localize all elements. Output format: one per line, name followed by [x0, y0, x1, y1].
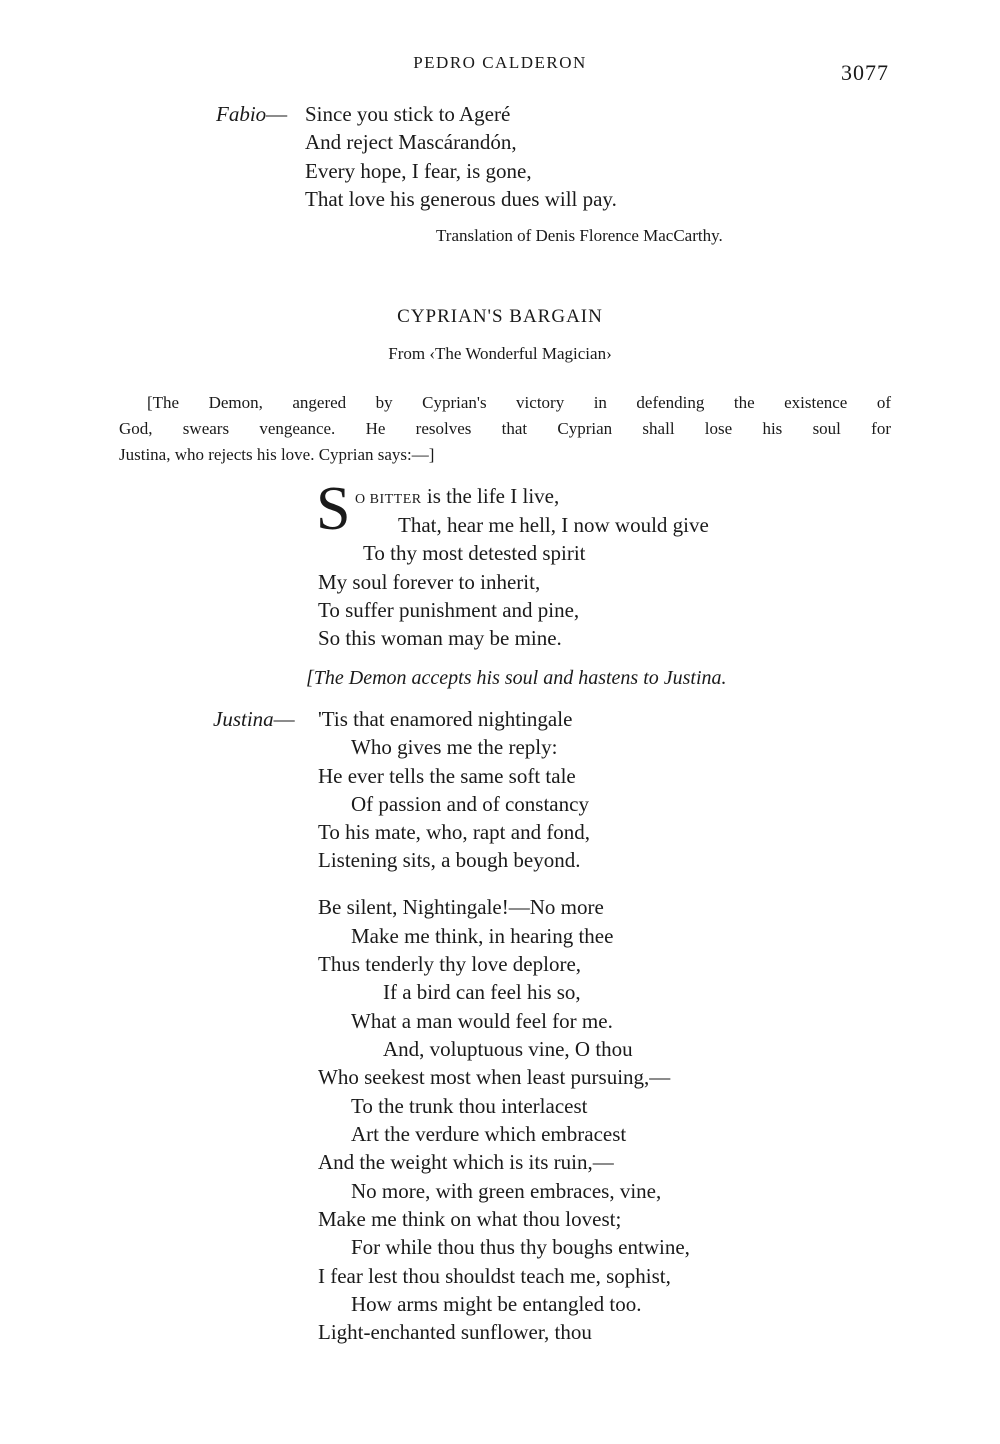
verse-line: Make me think on what thou lovest; — [318, 1207, 622, 1231]
verse-line: And, voluptuous vine, O thou — [383, 1037, 633, 1061]
intro-paragraph — [119, 390, 891, 468]
verse-line: Light-enchanted sunflower, thou — [318, 1320, 592, 1344]
verse-line: He ever tells the same soft tale — [318, 764, 576, 788]
first-line-rest: is the life I live, — [421, 484, 560, 508]
drop-cap: S — [316, 475, 351, 543]
verse-line: That, hear me hell, I now would give — [398, 513, 709, 537]
verse-line: Who seekest most when least pursuing,— — [318, 1065, 671, 1089]
verse-line: Every hope, I fear, is gone, — [305, 159, 532, 183]
verse-line: My soul forever to inherit, — [318, 570, 541, 594]
verse-line: What a man would feel for me. — [351, 1009, 613, 1033]
prose-line: [The Demon, angered by Cyprian's victory in defending the existence of — [147, 393, 891, 412]
verse-line: Since you stick to Ageré — [305, 102, 511, 126]
verse-line: Thus tenderly thy love deplore, — [318, 952, 582, 976]
speaker-name: Fabio — [216, 102, 267, 126]
verse-line: How arms might be entangled too. — [351, 1292, 642, 1316]
section-title: CYPRIAN'S BARGAIN — [397, 306, 603, 327]
speaker-dash: — — [266, 102, 288, 126]
verse-line: For while thou thus thy boughs entwine, — [351, 1235, 690, 1259]
justina-speaker-line — [213, 705, 295, 733]
verse-line: I fear lest thou shouldst teach me, sophist, — [318, 1264, 671, 1288]
running-header: PEDRO CALDERON — [413, 53, 587, 72]
verse-line: To thy most detested spirit — [363, 541, 586, 565]
verse-line: Of passion and of constancy — [351, 792, 589, 816]
section-subtitle: From ‹The Wonderful Magician› — [388, 344, 612, 363]
verse-line: To suffer punishment and pine, — [318, 598, 580, 622]
stage-direction: [The Demon accepts his soul and hastens to Justina. — [306, 667, 727, 689]
verse-line: If a bird can feel his so, — [383, 980, 581, 1004]
verse-line: To his mate, who, rapt and fond, — [318, 820, 591, 844]
verse-line: Make me think, in hearing thee — [351, 924, 614, 948]
verse-line: Be silent, Nightingale!—No more — [318, 895, 604, 919]
verse-line: That love his generous dues will pay. — [305, 187, 617, 211]
translation-credit: Translation of Denis Florence MacCarthy. — [436, 226, 723, 245]
verse-line: To the trunk thou interlacest — [351, 1094, 588, 1118]
verse-line: No more, with green embraces, vine, — [351, 1179, 662, 1203]
verse-line: Listening sits, a bough beyond. — [318, 848, 581, 872]
verse-first-line — [355, 482, 559, 514]
verse-line: 'Tis that enamored nightingale — [318, 707, 573, 731]
fabio-speaker-line — [216, 100, 287, 128]
page-number: 3077 — [841, 60, 889, 85]
verse-line: And reject Mascárandón, — [305, 130, 517, 154]
speaker-dash: — — [273, 707, 295, 731]
prose-line: Justina, who rejects his love. Cyprian says:—] — [119, 445, 435, 464]
verse-line: Art the verdure which embracest — [351, 1122, 627, 1146]
verse-line: So this woman may be mine. — [318, 626, 562, 650]
speaker-name: Justina — [213, 707, 274, 731]
verse-line: And the weight which is its ruin,— — [318, 1150, 614, 1174]
prose-line: God, swears vengeance. He resolves that Cyprian shall lose his soul for — [119, 419, 891, 438]
small-caps-opening: O BITTER — [355, 492, 422, 507]
verse-line: Who gives me the reply: — [351, 735, 558, 759]
